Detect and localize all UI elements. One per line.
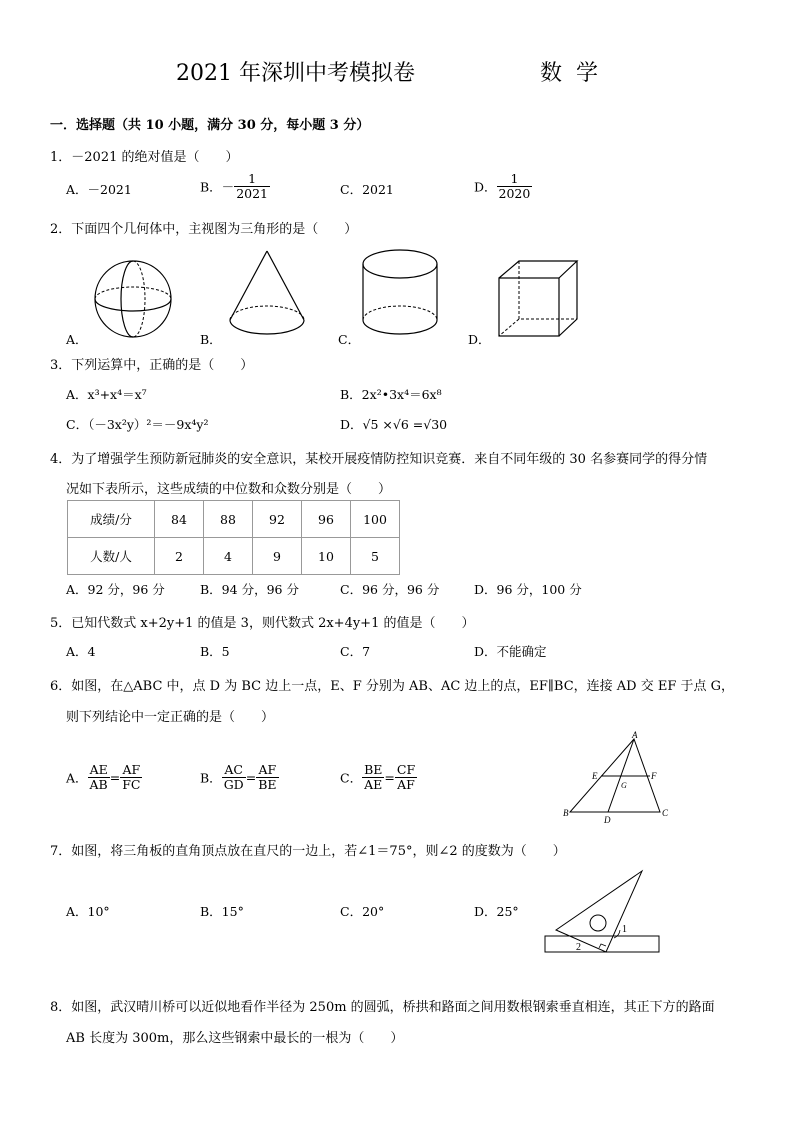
q1-stem: 1．－2021 的绝对值是（ ） [50, 150, 239, 165]
q1-option-c: C．2021 [340, 182, 394, 197]
angle-2-label: 2 [576, 942, 581, 953]
label-G: G [621, 781, 627, 790]
q1-option-b-fraction [234, 172, 270, 201]
q6-option-a [66, 763, 142, 792]
fraction-numerator: 1 [234, 172, 270, 187]
label-E: E [592, 771, 598, 781]
q3-option-c: C．（－3x²y）²＝－9x⁴y² [66, 417, 209, 432]
q5-stem: 5．已知代数式 x+2y+1 的值是 3，则代数式 2x+4y+1 的值是（ ） [50, 616, 475, 631]
fraction-denominator: GD [223, 776, 244, 792]
option-prefix: C． [340, 770, 363, 786]
sphere-figure [90, 258, 176, 340]
fraction-numerator: 1 [497, 172, 533, 187]
fraction [256, 763, 278, 792]
fraction-numerator: AF [120, 763, 142, 778]
q5-option-a: A．4 [66, 644, 96, 659]
q7-stem: 7．如图，将三角板的直角顶点放在直尺的一边上，若∠1＝75°，则∠2 的度数为（ ） [50, 844, 566, 859]
fraction-denominator: 2021 [236, 185, 268, 201]
section-heading: 一．选择题（共 10 小题，满分 30 分，每小题 3 分） [50, 118, 370, 133]
q7-option-d: D．25° [474, 904, 519, 919]
option-prefix: A． [66, 770, 88, 786]
q8-stem-line2: AB 长度为 300m，那么这些钢索中最长的一根为（ ） [66, 1031, 404, 1046]
q5-option-b: B．5 [200, 644, 230, 659]
table-cell: 100 [351, 501, 400, 538]
table-cell: 4 [204, 538, 253, 575]
option-prefix: B． [200, 770, 222, 786]
q2-option-d: D． [468, 332, 491, 347]
angle-1-label: 1 [622, 924, 627, 935]
table-row [68, 501, 400, 538]
q4-stem-line1: 4．为了增强学生预防新冠肺炎的安全意识，某校开展疫情防控知识竞赛．来自不同年级的 30 名参赛同学的得分情 [50, 452, 708, 467]
q6-stem-line1: 6．如图，在△ABC 中，点 D 为 BC 边上一点，E、F 分别为 AB、AC 边上的点，EF∥BC，连接 AD 交 EF 于点 G， [50, 679, 735, 694]
fraction-numerator: CF [396, 762, 416, 777]
q4-option-a: A．92 分，96 分 [66, 582, 165, 597]
fraction-numerator: BE [364, 762, 383, 777]
equals-sign: = [109, 769, 121, 785]
fraction-denominator: AB [89, 776, 108, 792]
exam-title: 2021 年深圳中考模拟卷 [176, 61, 415, 86]
fraction-numerator: AC [222, 763, 246, 778]
fraction [222, 763, 246, 792]
table-cell: 2 [155, 538, 204, 575]
q1-option-d-fraction [497, 172, 533, 201]
q4-stem-line2: 况如下表所示，这些成绩的中位数和众数分别是（ ） [66, 482, 392, 497]
cube-figure [496, 258, 582, 340]
table-cell: 88 [204, 501, 253, 538]
fraction-denominator: FC [122, 776, 141, 792]
label-C: C [662, 808, 669, 818]
table-cell: 5 [351, 538, 400, 575]
q1-option-b [200, 172, 270, 201]
fraction [395, 763, 417, 792]
equals-sign: = [245, 769, 257, 785]
label-B: B [563, 808, 569, 818]
q2-stem: 2．下面四个几何体中，主视图为三角形的是（ ） [50, 222, 358, 237]
fraction-denominator: AF [397, 776, 415, 792]
set-square-ruler-figure [542, 866, 664, 956]
triangle-figure [556, 730, 676, 826]
q1-option-d [474, 172, 532, 201]
q6-stem-line2: 则下列结论中一定正确的是（ ） [66, 710, 275, 725]
fraction-numerator: AF [256, 763, 278, 778]
q6-option-c [340, 763, 417, 792]
q1-option-d-prefix: D． [474, 179, 497, 195]
table-cell: 92 [253, 501, 302, 538]
q7-option-c: C．20° [340, 904, 385, 919]
subject-title: 数 学 [540, 61, 598, 86]
score-table [67, 500, 400, 575]
table-cell: 84 [155, 501, 204, 538]
q1-option-a: A．－2021 [66, 182, 132, 197]
table-cell: 9 [253, 538, 302, 575]
q4-option-d: D．96 分，100 分 [474, 582, 582, 597]
q1-option-b-prefix: B．－ [200, 179, 235, 195]
cone-figure [224, 248, 310, 340]
table-cell: 人数/人 [68, 538, 155, 575]
q4-option-b: B．94 分，96 分 [200, 582, 299, 597]
fraction-denominator: AE [364, 776, 383, 792]
table-cell: 96 [302, 501, 351, 538]
q8-stem-line1: 8．如图，武汉晴川桥可以近似地看作半径为 250m 的圆弧，桥拱和路面之间用数根钢索垂直相连，其正下方的路面 [50, 1000, 715, 1015]
q2-option-b: B． [200, 332, 222, 347]
q3-option-b: B．2x²•3x⁴＝6x⁸ [340, 387, 442, 402]
q2-option-a: A． [66, 332, 88, 347]
q4-option-c: C．96 分，96 分 [340, 582, 440, 597]
fraction-denominator: BE [258, 776, 277, 792]
q7-option-b: B．15° [200, 904, 244, 919]
equals-sign: = [384, 769, 395, 785]
cylinder-figure [360, 246, 440, 338]
fraction [362, 763, 384, 792]
q3-option-a: A．x³+x⁴＝x⁷ [66, 387, 147, 402]
q2-option-c: C． [338, 332, 361, 347]
table-cell: 成绩/分 [68, 501, 155, 538]
q3-stem: 3．下列运算中，正确的是（ ） [50, 358, 254, 373]
fraction-denominator: 2020 [498, 185, 531, 201]
q5-option-c: C．7 [340, 644, 371, 659]
q5-option-d: D．不能确定 [474, 644, 547, 659]
label-A: A [632, 730, 638, 740]
q6-option-b [200, 763, 279, 792]
label-D: D [604, 815, 611, 825]
fraction [88, 763, 110, 792]
label-F: F [651, 771, 657, 781]
q7-option-a: A．10° [66, 904, 110, 919]
table-row [68, 538, 400, 575]
table-cell: 10 [302, 538, 351, 575]
q3-option-d: D．√5 ×√6 =√30 [340, 417, 448, 432]
fraction-numerator: AE [88, 763, 110, 778]
fraction [120, 763, 142, 792]
